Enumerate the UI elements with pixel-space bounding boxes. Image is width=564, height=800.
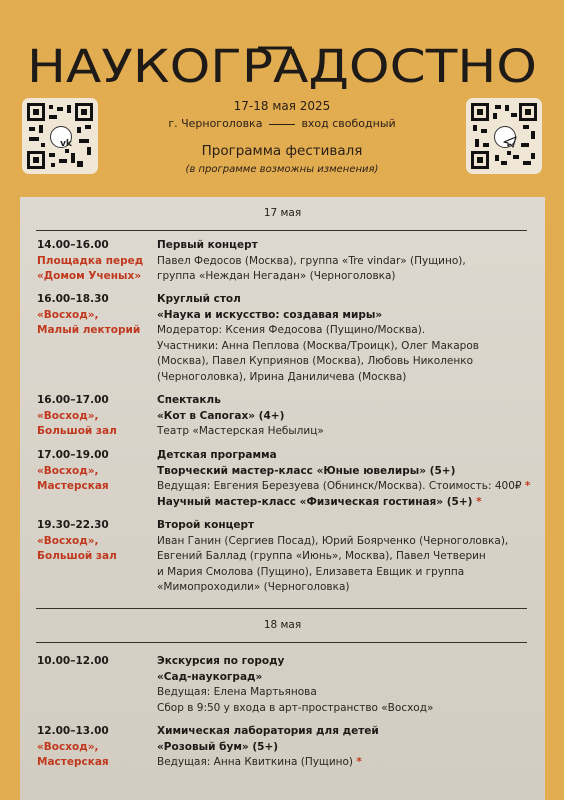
event-details [157,238,537,285]
event-line: Иван Ганин (Сергиев Посад), Юрий Боярченко (Черноголовка), [157,534,509,547]
divider [36,230,527,231]
festival-place [0,117,564,130]
svg-text:vk: vk [60,139,72,149]
event-venue: Площадка перед «Домом Ученых» [37,254,144,282]
event-details [157,518,537,596]
event-venue: «Восход», Мастерская [37,464,109,492]
event-subtitle: «Кот в Сапогах» (4+) [157,409,285,422]
event-time: 19.30–22.30 [37,519,109,531]
event-subtitle: «Сад-наукоград» [157,670,263,683]
event-subtitle: Творческий мастер-класс «Юные ювелиры» (5+) [157,464,456,477]
event-time: 12.00–13.00 [37,725,109,737]
program-heading: Программа фестиваля [201,143,363,159]
city: г. Черноголовка [168,117,263,130]
festival-dates: 17-18 мая 2025 [233,99,331,113]
divider-dash [269,124,295,125]
event-time: 17.00–19.00 [37,449,109,461]
event-time: 14.00–16.00 [37,239,109,251]
event-time: 16.00–17.00 [37,394,109,406]
event-line: Евгений Баллад (группа «Июнь», Москва), Павел Четверин [157,550,486,562]
event-line: Ведущая: Анна Квиткина (Пущино) * [157,756,362,768]
event-line: Участники: Анна Пеплова (Москва/Троицк), Олег Макаров [157,339,479,352]
event-time: 16.00–18.30 [37,293,109,305]
event-title: Экскурсия по городу [157,655,285,667]
event-line: группа «Неждан Негадан» (Черноголовка) [157,270,396,282]
event-title: Первый концерт [157,239,258,251]
event-details [157,292,537,385]
event-line: Сбор в 9:50 у входа в арт-пространство «Восход» [157,701,434,714]
event-line: Ведущая: Евгения Березуева (Обнинск/Москва). Стоимость: 400₽ * [157,480,531,492]
event-line: (Черноголовка), Ирина Даниличева (Москва) [157,370,407,383]
title-logo [0,34,564,94]
title-text: НАУКОГРАДОСТНО [27,40,537,93]
event-details [157,654,537,716]
event-venue: «Восход», Мастерская [37,740,109,768]
event-details [157,724,537,771]
event-subtitle: Научный мастер-класс «Физическая гостиная» (5+) * [157,495,482,508]
event-line: Театр «Мастерская Небылиц» [157,425,324,437]
event-venue: «Восход», Малый лекторий [37,308,141,336]
event-subtitle: «Розовый бум» (5+) [157,740,279,753]
event-line: Модератор: Ксения Федосова (Пущино/Москва). [157,324,426,336]
event-details [157,448,537,510]
divider [36,608,527,609]
event-title: Химическая лаборатория для детей [157,725,379,737]
event-line: (Москва), Павел Куприянов (Москва), Любовь Николенко [157,355,473,367]
day-heading: 17 мая [263,207,302,219]
event-title: Спектакль [157,394,221,406]
event-details [157,393,537,440]
event-venue: «Восход», Большой зал [37,409,117,437]
event-line: Ведущая: Елена Мартьянова [157,686,317,698]
asterisk-icon: * [356,756,362,768]
event-line: и Мария Смолова (Пущино), Елизавета Евщик и группа [157,565,465,578]
event-subtitle: «Наука и искусство: создавая миры» [157,308,383,321]
event-time: 10.00–12.00 [37,655,109,667]
event-title: Детская программа [157,449,277,461]
event-venue: «Восход», Большой зал [37,534,117,562]
entry-info: вход свободный [301,117,396,130]
event-title: Круглый стол [157,293,241,305]
asterisk-icon: * [476,495,482,508]
event-title: Второй концерт [157,519,255,531]
day-heading: 18 мая [263,619,302,631]
program-note: (в программе возможны изменения) [185,164,379,175]
festival-title [0,34,564,94]
asterisk-icon: * [524,480,531,492]
event-line: «Мимопроходили» (Черноголовка) [157,581,350,593]
event-line: Павел Федосов (Москва), группа «Tre vindar» (Пущино), [157,254,466,267]
divider [36,642,527,643]
